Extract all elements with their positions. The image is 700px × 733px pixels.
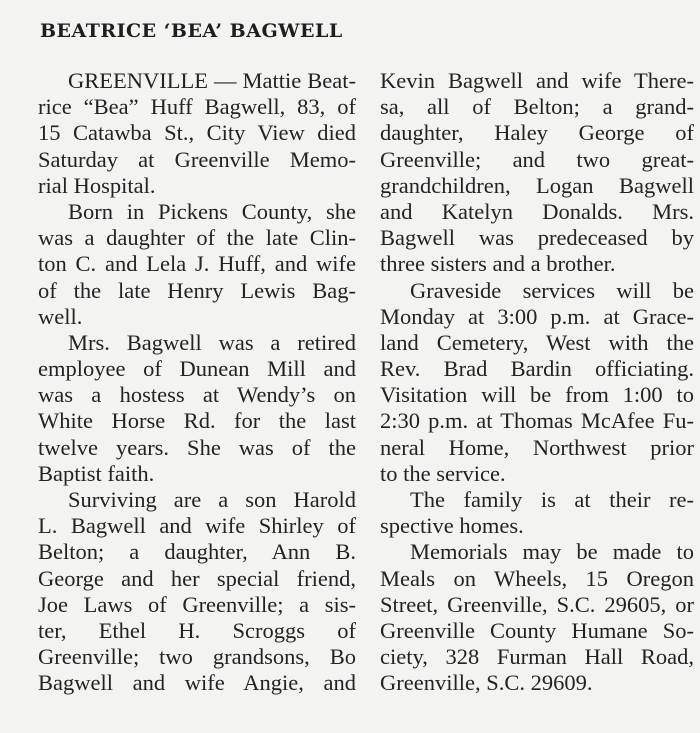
text-line: Bagwell and wife Angie, and — [38, 670, 356, 696]
text-line: Saturday at Greenville Memo- — [38, 146, 356, 172]
text-line: to the service. — [380, 460, 506, 486]
text-line: Belton; a daughter, Ann B. — [38, 539, 356, 565]
text-line: sa, all of Belton; a grand- — [380, 94, 694, 120]
text-line: spective homes. — [380, 513, 524, 539]
text-line: Street, Greenville, S.C. 29605, or — [380, 591, 694, 617]
text-line: George and her special friend, — [38, 565, 356, 591]
text-line: Bagwell was predeceased by — [380, 225, 694, 251]
text-line: Greenville, S.C. 29609. — [380, 670, 593, 696]
text-line: Mrs. Bagwell was a retired — [68, 329, 356, 355]
text-line: Visitation will be from 1:00 to — [380, 382, 694, 408]
left-column — [38, 68, 356, 697]
text-line: three sisters and a brother. — [380, 251, 616, 277]
right-column — [380, 68, 694, 697]
text-line: Greenville; two grandsons, Bo — [38, 644, 356, 670]
text-line: L. Bagwell and wife Shirley of — [38, 513, 356, 539]
text-line: Meals on Wheels, 15 Oregon — [380, 565, 694, 591]
text-line: GREENVILLE — Mattie Beat- — [68, 68, 356, 93]
text-line: land Cemetery, West with the — [380, 329, 694, 355]
text-line: Rev. Brad Bardin officiating. — [380, 356, 694, 382]
text-line: was a daughter of the late Clin- — [38, 225, 356, 251]
text-line: rial Hospital. — [38, 172, 156, 198]
text-line: grandchildren, Logan Bagwell — [380, 172, 694, 198]
text-line: The family is at their re- — [410, 487, 694, 512]
text-line: of the late Henry Lewis Bag- — [38, 277, 356, 303]
text-line: 15 Catawba St., City View died — [38, 120, 356, 146]
text-line: ter, Ethel H. Scroggs of — [38, 617, 356, 643]
text-line: ton C. and Lela J. Huff, and wife — [38, 251, 356, 277]
obituary-headline: BEATRICE ‘BEA’ BAGWELL — [40, 20, 343, 42]
text-line: Joe Laws of Greenville; a sis- — [38, 591, 356, 617]
text-line: ciety, 328 Furman Hall Road, — [380, 644, 694, 670]
text-line: rice “Bea” Huff Bagwell, 83, of — [38, 94, 356, 120]
text-line: employee of Dunean Mill and — [38, 356, 356, 382]
text-line: Memorials may be made to — [410, 539, 694, 565]
text-line: neral Home, Northwest prior — [380, 434, 694, 460]
text-line: Monday at 3:00 p.m. at Grace- — [380, 303, 694, 329]
text-line: twelve years. She was of the — [38, 434, 356, 460]
text-line: daughter, Haley George of — [380, 120, 694, 146]
text-line: Greenville County Humane So- — [380, 617, 694, 643]
text-line: Born in Pickens County, she — [68, 198, 356, 224]
text-line: Baptist faith. — [38, 460, 155, 486]
text-line: Graveside services will be — [410, 277, 694, 303]
text-line: Greenville; and two great- — [380, 146, 694, 172]
text-line: and Katelyn Donalds. Mrs. — [380, 198, 694, 224]
text-line: Kevin Bagwell and wife There- — [380, 68, 694, 93]
text-line: White Horse Rd. for the last — [38, 408, 356, 434]
text-line: well. — [38, 303, 83, 329]
text-line: Surviving are a son Harold — [68, 487, 356, 512]
text-line: was a hostess at Wendy’s on — [38, 382, 356, 408]
text-line: 2:30 p.m. at Thomas McAfee Fu- — [380, 408, 694, 434]
